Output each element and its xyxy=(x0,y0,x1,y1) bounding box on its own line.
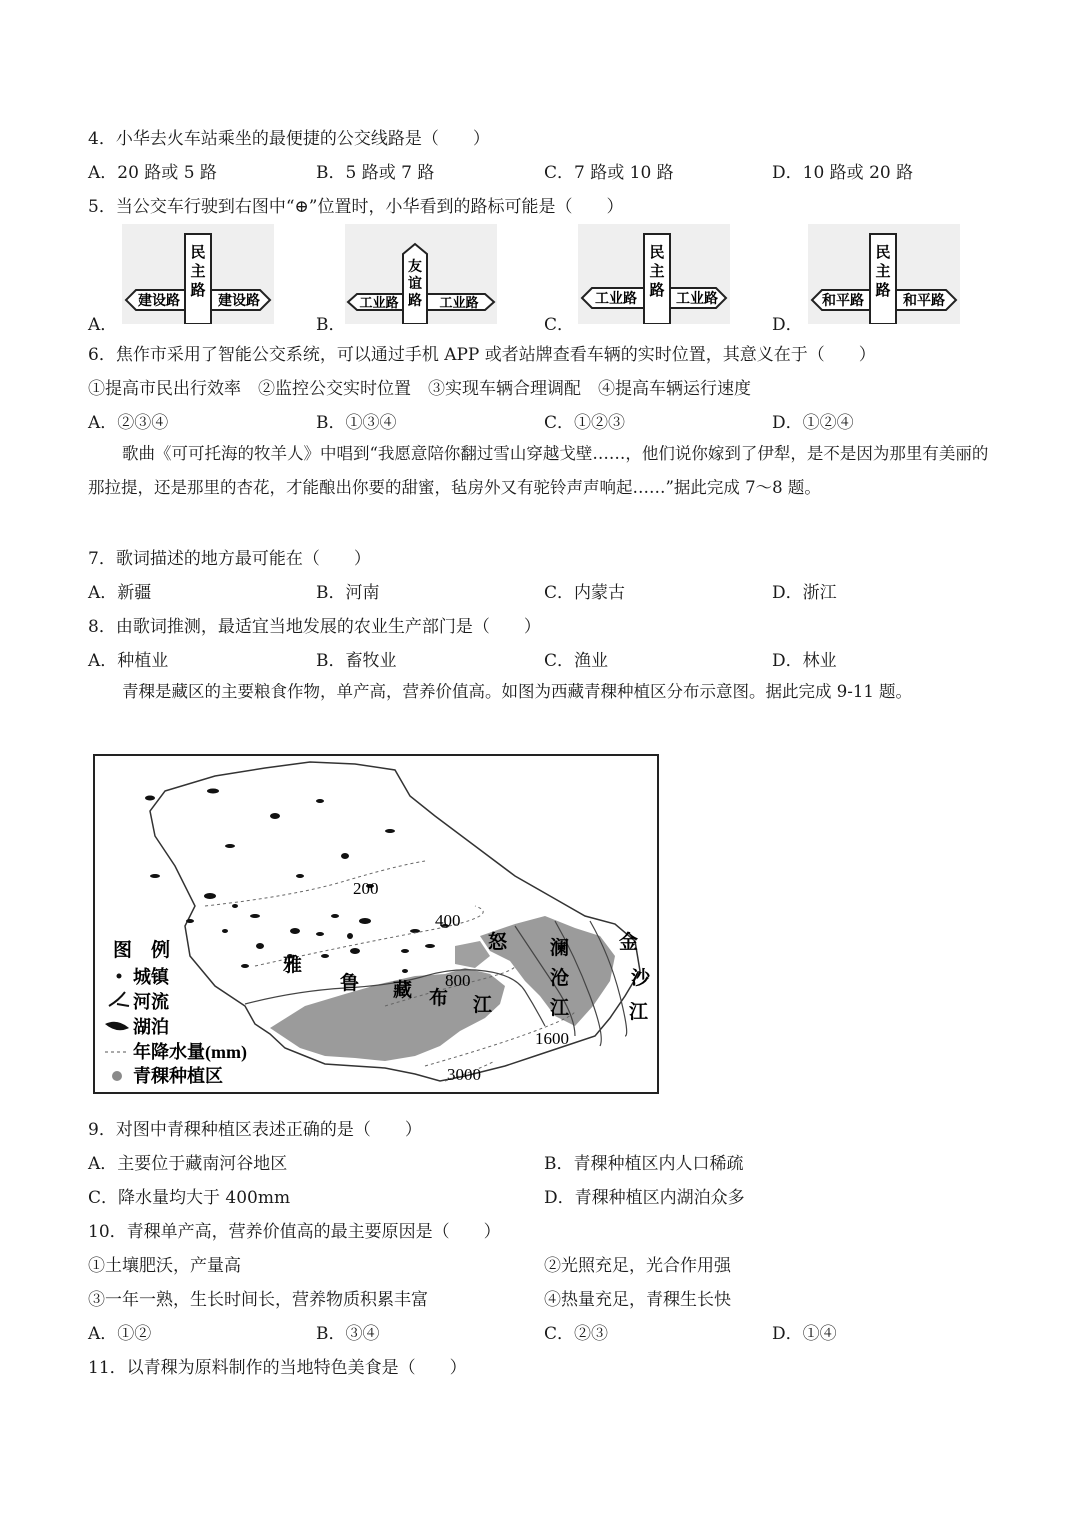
isoline-800: 800 xyxy=(445,971,471,990)
sign-option-b[interactable] xyxy=(345,224,497,324)
barley-area-icon xyxy=(112,1071,122,1081)
q8-option-d[interactable]: D．林业 xyxy=(772,651,837,671)
river-lancang-3: 江 xyxy=(550,998,570,1019)
river-nu: 怒 xyxy=(488,932,508,953)
q5-option-d[interactable]: D． xyxy=(772,315,803,335)
sign-c-v3: 路 xyxy=(649,282,665,299)
q6-stem: 6．焦作市采用了智能公交系统，可以通过手机 APP 或者站牌查看车辆的实时位置，其意义在于（ ） xyxy=(88,345,876,365)
q10-stem: 10．青稞单产高，营养价值高的最主要原因是（ ） xyxy=(88,1222,501,1242)
river-jinsha-3: 江 xyxy=(629,1002,649,1023)
q10-option-b[interactable]: B．③④ xyxy=(316,1324,380,1344)
isoline-400: 400 xyxy=(435,911,461,930)
road-sign-d-graphic xyxy=(808,224,960,324)
q8-option-b[interactable]: B．畜牧业 xyxy=(316,651,397,671)
q4-option-a[interactable]: A．20 路或 5 路 xyxy=(88,163,217,183)
q11-stem: 11．以青稞为原料制作的当地特色美食是（ ） xyxy=(88,1358,467,1378)
sign-b-v1: 友 xyxy=(408,258,422,274)
q10-option-c[interactable]: C．②③ xyxy=(544,1324,609,1344)
song-passage xyxy=(88,437,993,505)
river-jinsha-1: 金 xyxy=(619,932,639,953)
legend-precipitation: 年降水量(mm) xyxy=(133,1042,247,1062)
sign-option-c[interactable] xyxy=(578,224,730,324)
q7-option-d[interactable]: D．浙江 xyxy=(772,583,837,603)
q6-option-a[interactable]: A．②③④ xyxy=(88,413,169,433)
q6-option-d[interactable]: D．①②④ xyxy=(772,413,854,433)
sign-a-right: 建设路 xyxy=(218,292,260,308)
road-sign-a-graphic xyxy=(122,224,274,324)
sign-d-v2: 主 xyxy=(875,263,891,280)
q7-option-a[interactable]: A．新疆 xyxy=(88,583,152,603)
highland-barley-passage-text: 青稞是藏区的主要粮食作物，单产高，营养价值高。如图为西藏青稞种植区分布示意图。据此完成 9-11 题。 xyxy=(122,682,913,701)
river-char-ya: 雅 xyxy=(283,955,303,976)
q5-option-b[interactable]: B． xyxy=(316,315,346,335)
town-icon xyxy=(117,974,122,979)
sign-c-v1: 民 xyxy=(649,244,665,261)
q10-statement-2: ②光照充足，光合作用强 xyxy=(544,1256,731,1276)
q10-statement-4: ④热量充足，青稞生长快 xyxy=(544,1290,731,1310)
sign-b-left: 工业路 xyxy=(359,295,399,310)
river-char-bu: 布 xyxy=(429,988,449,1009)
sign-d-v3: 路 xyxy=(875,282,891,299)
isoline-1600: 1600 xyxy=(535,1029,569,1048)
sign-a-v2: 主 xyxy=(190,263,206,280)
sign-b-v2: 谊 xyxy=(408,275,422,291)
river-lancang-2: 沧 xyxy=(550,968,570,989)
q10-statement-3: ③一年一熟，生长时间长，营养物质积累丰富 xyxy=(88,1290,428,1310)
highland-barley-passage xyxy=(88,675,993,709)
sign-a-left: 建设路 xyxy=(138,292,180,308)
q9-option-d[interactable]: D．青稞种植区内湖泊众多 xyxy=(544,1188,745,1208)
sign-b-v3: 路 xyxy=(408,292,422,308)
map-graphic xyxy=(95,756,657,1092)
q8-option-a[interactable]: A．种植业 xyxy=(88,651,169,671)
sign-c-right: 工业路 xyxy=(676,290,718,306)
isoline-200: 200 xyxy=(353,879,379,898)
q7-stem: 7．歌词描述的地方最可能在（ ） xyxy=(88,549,371,569)
legend-title: 图 例 xyxy=(113,940,171,961)
road-sign-b-graphic xyxy=(345,224,497,324)
river-char-lu: 鲁 xyxy=(340,973,360,994)
q9-option-b[interactable]: B．青稞种植区内人口稀疏 xyxy=(544,1154,744,1174)
q7-option-b[interactable]: B．河南 xyxy=(316,583,380,603)
legend-lake: 湖泊 xyxy=(133,1017,169,1037)
q6-option-c[interactable]: C．①②③ xyxy=(544,413,626,433)
sign-d-v1: 民 xyxy=(875,244,891,261)
lake-icon xyxy=(105,1022,129,1031)
q5-stem: 5．当公交车行驶到右图中“⊕”位置时，小华看到的路标可能是（ ） xyxy=(88,197,624,217)
q4-option-c[interactable]: C．7 路或 10 路 xyxy=(544,163,674,183)
legend-barley: 青稞种植区 xyxy=(133,1066,223,1086)
sign-c-left: 工业路 xyxy=(595,290,637,306)
song-passage-text: 歌曲《可可托海的牧羊人》中唱到“我愿意陪你翻过雪山穿越戈壁……，他们说你嫁到了伊犁，是不是因为那里有美丽的那拉提，还是那里的杏花，才能酿出你要的甜蜜，毡房外又有驼铃声声响起……”据此完成 7～8 题。 xyxy=(88,444,989,497)
q7-option-c[interactable]: C．内蒙古 xyxy=(544,583,626,603)
tibet-barley-map xyxy=(93,754,659,1094)
q6-option-b[interactable]: B．①③④ xyxy=(316,413,397,433)
sign-option-a[interactable] xyxy=(122,224,274,324)
sign-a-v1: 民 xyxy=(190,244,206,261)
sign-b-right: 工业路 xyxy=(439,295,479,310)
sign-c-v2: 主 xyxy=(649,263,665,280)
river-char-jiang: 江 xyxy=(473,995,493,1016)
river-jinsha-2: 沙 xyxy=(631,968,651,989)
q4-option-d[interactable]: D．10 路或 20 路 xyxy=(772,163,914,183)
legend-town: 城镇 xyxy=(133,967,169,987)
q10-statement-1: ①土壤肥沃，产量高 xyxy=(88,1256,241,1276)
q8-stem: 8．由歌词推测，最适宜当地发展的农业生产部门是（ ） xyxy=(88,617,541,637)
q4-option-b[interactable]: B．5 路或 7 路 xyxy=(316,163,435,183)
legend-river: 河流 xyxy=(133,992,169,1012)
q6-statements: ①提高市民出行效率 ②监控公交实时位置 ③实现车辆合理调配 ④提高车辆运行速度 xyxy=(88,379,751,399)
road-sign-c-graphic xyxy=(578,224,730,324)
sign-d-left: 和平路 xyxy=(822,292,864,308)
q4-stem: 4．小华去火车站乘坐的最便捷的公交线路是（ ） xyxy=(88,129,490,149)
sign-a-v3: 路 xyxy=(190,282,206,299)
q8-option-c[interactable]: C．渔业 xyxy=(544,651,609,671)
sign-option-d[interactable] xyxy=(808,224,960,324)
q9-stem: 9．对图中青稞种植区表述正确的是（ ） xyxy=(88,1120,422,1140)
q5-option-c[interactable]: C． xyxy=(544,315,575,335)
sign-d-right: 和平路 xyxy=(903,292,945,308)
river-lancang-1: 澜 xyxy=(550,938,570,959)
q9-option-c[interactable]: C．降水量均大于 400mm xyxy=(88,1188,291,1208)
q10-option-d[interactable]: D．①④ xyxy=(772,1324,837,1344)
q10-option-a[interactable]: A．①② xyxy=(88,1324,152,1344)
q9-option-a[interactable]: A．主要位于藏南河谷地区 xyxy=(88,1154,288,1174)
isoline-3000: 3000 xyxy=(447,1065,481,1084)
river-icon xyxy=(109,992,129,1006)
q5-option-a[interactable]: A． xyxy=(88,315,118,335)
river-char-zang: 藏 xyxy=(393,980,413,1001)
